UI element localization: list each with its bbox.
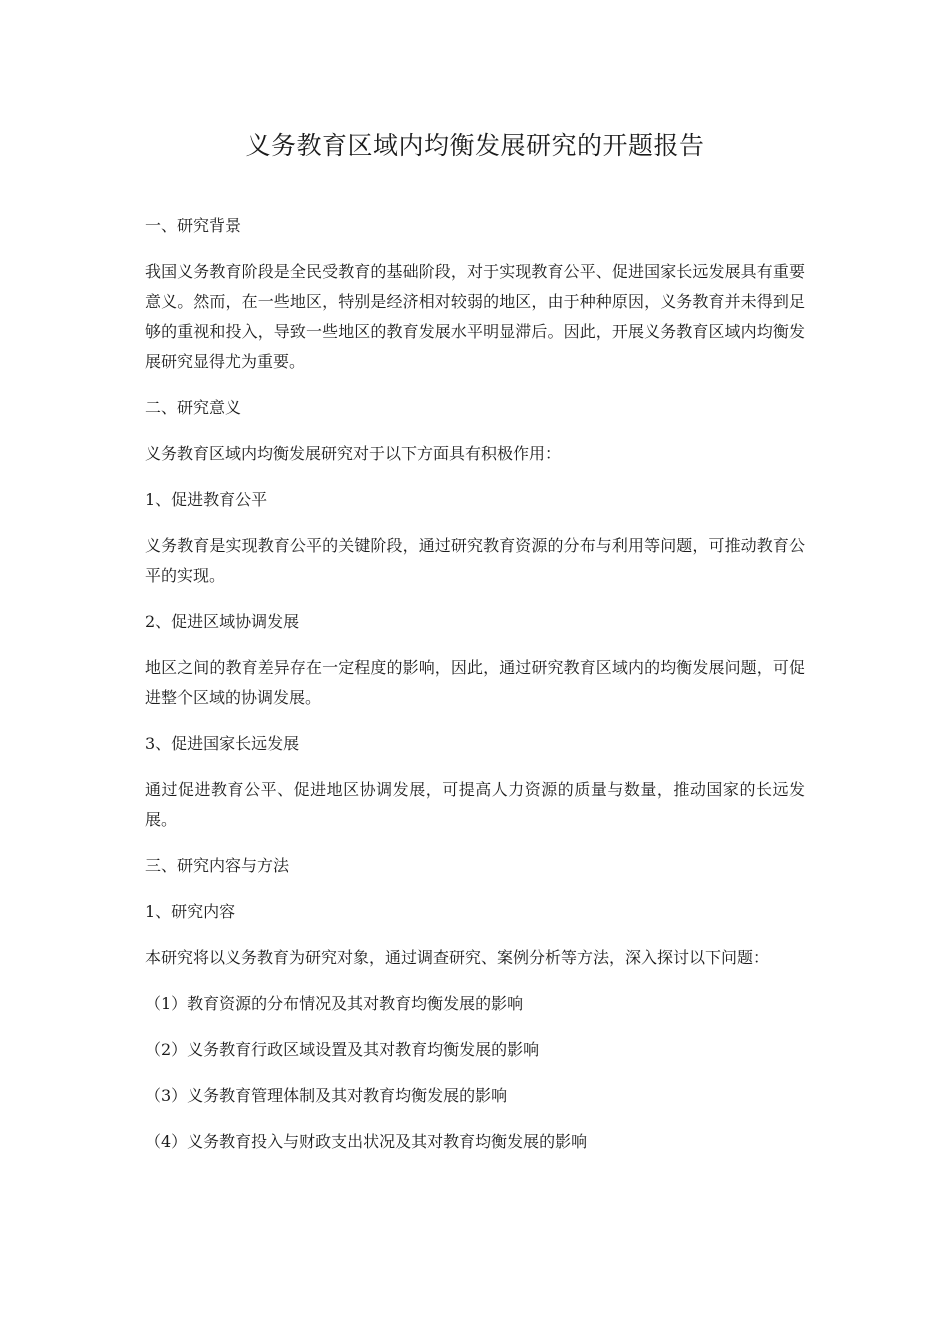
subheading-national-development: 3、促进国家长远发展	[145, 734, 300, 753]
paragraph-regional-coordination: 地区之间的教育差异存在一定程度的影响，因此，通过研究教育区域内的均衡发展问题，可促进整个区域的协调发展。	[145, 658, 805, 707]
list-item: （3）义务教育管理体制及其对教育均衡发展的影响	[145, 1086, 508, 1105]
list-item: （2）义务教育行政区域设置及其对教育均衡发展的影响	[145, 1040, 540, 1059]
section-heading-background: 一、研究背景	[145, 216, 242, 235]
subheading-research-content: 1、研究内容	[145, 902, 236, 921]
paragraph-research-content: 本研究将以义务教育为研究对象，通过调查研究、案例分析等方法，深入探讨以下问题：	[145, 948, 770, 967]
paragraph-significance-intro: 义务教育区域内均衡发展研究对于以下方面具有积极作用：	[145, 444, 562, 463]
subheading-education-equity: 1、促进教育公平	[145, 490, 268, 509]
paragraph-national-development: 通过促进教育公平、促进地区协调发展，可提高人力资源的质量与数量，推动国家的长远发展。	[145, 780, 805, 829]
document-title: 义务教育区域内均衡发展研究的开题报告	[245, 131, 705, 160]
paragraph-education-equity: 义务教育是实现教育公平的关键阶段，通过研究教育资源的分布与利用等问题，可推动教育公平的实现。	[145, 536, 805, 585]
list-item: （4）义务教育投入与财政支出状况及其对教育均衡发展的影响	[145, 1132, 588, 1151]
subheading-regional-coordination: 2、促进区域协调发展	[145, 612, 300, 631]
section-heading-content-methods: 三、研究内容与方法	[145, 856, 290, 875]
list-item: （1）教育资源的分布情况及其对教育均衡发展的影响	[145, 994, 524, 1013]
paragraph-background: 我国义务教育阶段是全民受教育的基础阶段，对于实现教育公平、促进国家长远发展具有重要意义。然而，在一些地区，特别是经济相对较弱的地区，由于种种原因，义务教育并未得到足够的重视和投入，导致一些地区的教育发展水平明显滞后。因此，开展义务教育区域内均衡发展研究显得尤为重要。	[145, 262, 805, 371]
section-heading-significance: 二、研究意义	[145, 398, 242, 417]
document-body	[145, 211, 805, 1173]
